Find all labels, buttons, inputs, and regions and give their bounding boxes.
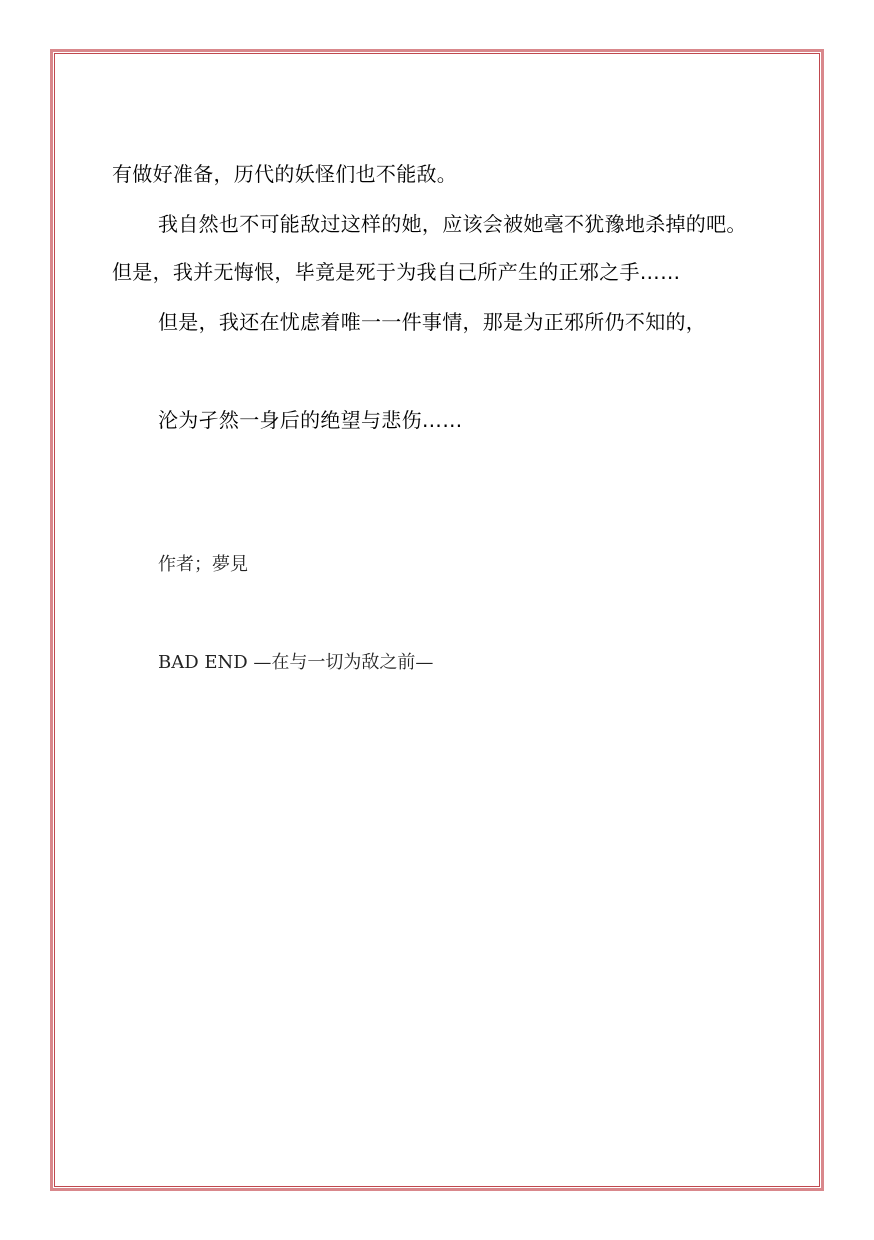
text-line-4: 但是，我还在忧虑着唯一一件事情，那是为正邪所仍不知的， (158, 310, 707, 334)
text-line-1: 有做好准备，历代的妖怪们也不能敌。 (112, 162, 458, 186)
author-credit: 作者；夢見 (158, 554, 248, 575)
text-line-3: 但是，我并无悔恨，毕竟是死于为我自己所产生的正邪之手…… (112, 260, 681, 284)
text-line-2: 我自然也不可能敌过这样的她，应该会被她毫不犹豫地杀掉的吧。 (158, 212, 747, 236)
ending-title: BAD END —在与一切为敌之前— (158, 652, 434, 673)
text-line-5: 沦为孑然一身后的绝望与悲伤…… (158, 408, 463, 432)
